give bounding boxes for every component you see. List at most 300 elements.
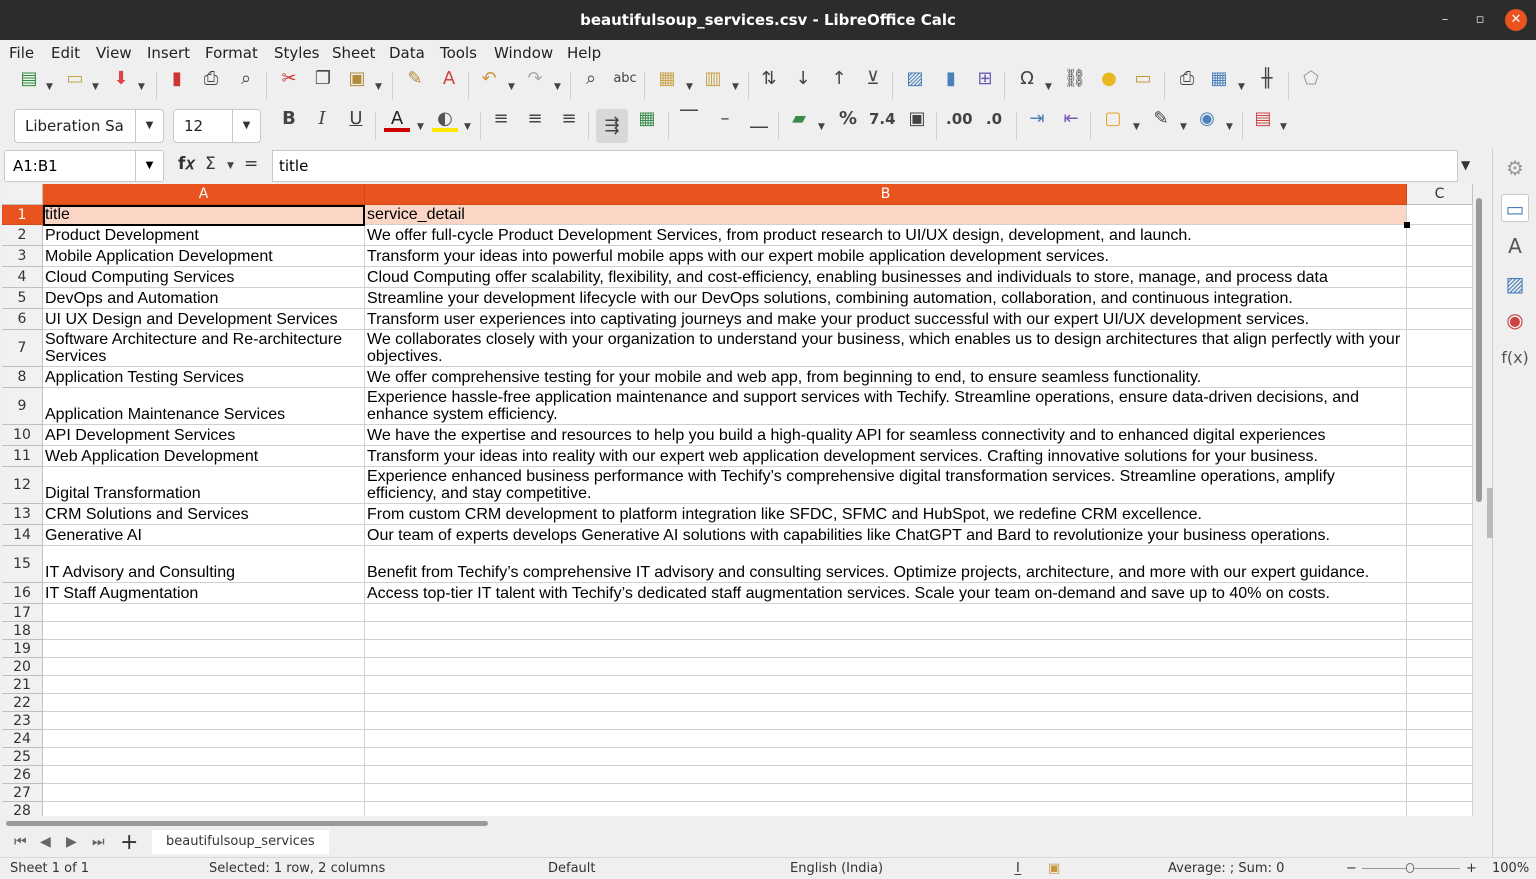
cell-service-detail[interactable] [365,694,1407,712]
name-box-value: A1:B1 [13,157,58,175]
row-header[interactable]: 7 [2,330,43,367]
chevron-down-icon[interactable]: ▼ [686,82,693,92]
formula-input[interactable]: title [272,150,1458,182]
row-header[interactable]: 17 [2,604,43,622]
toolbar-separator [936,112,937,140]
cell-empty[interactable] [1407,583,1473,604]
cell-title[interactable] [43,225,365,246]
highlighting-color-icon[interactable]: ◐ [432,106,458,132]
zoom-in-icon[interactable]: + [1466,861,1477,876]
toolbar-separator [588,112,589,140]
row-header[interactable]: 11 [2,446,43,467]
cell-service-detail[interactable] [365,288,1407,309]
split-window-icon[interactable]: ╫ [1261,68,1273,89]
row-header[interactable]: 23 [2,712,43,730]
cell-empty[interactable] [1407,467,1473,504]
zoom-slider-handle[interactable] [1406,863,1414,873]
title-bar [0,0,1536,40]
column-header-a[interactable]: A [43,184,365,205]
cell-service-detail[interactable] [365,676,1407,694]
chevron-down-icon[interactable]: ▼ [138,82,145,92]
sum-status[interactable]: Average: ; Sum: 0 [1168,861,1285,876]
row-header[interactable]: 6 [2,309,43,330]
cell-service-detail[interactable] [365,622,1407,640]
cell-service-detail[interactable] [365,225,1407,246]
print-icon[interactable]: ⎙ [203,68,219,89]
row-header[interactable]: 25 [2,748,43,766]
cell-text: Experience enhanced business performance with Techify’s comprehensive digital transformation services. Streamline operations, amplify efficiency, and stay competitive. [367,468,1335,502]
row-header[interactable]: 13 [2,504,43,525]
first-sheet-icon[interactable]: ⏮ [14,834,27,850]
cell-title[interactable] [43,367,365,388]
sidebar-navigator-icon[interactable]: ◉ [1506,308,1524,332]
cell-text: Transform user experiences into captivating journeys and make your product successful with our expert UI/UX development services. [367,311,1310,328]
cell-title[interactable] [43,583,365,604]
chevron-down-icon[interactable]: ▼ [1226,122,1233,132]
cell-text: Experience hassle-free application maintenance and support services with Techify. Streamline operations, ensure data-driven decisions, and enhance system efficiency. [367,389,1359,423]
toolbar-separator [644,72,645,100]
cell-empty[interactable] [1407,205,1473,225]
menu-styles[interactable]: Styles [274,44,320,62]
align-right-icon[interactable]: ≡ [561,108,577,129]
cell-empty[interactable] [1407,694,1473,712]
page-style[interactable]: Default [548,861,596,876]
pivot-table-icon[interactable]: ⊞ [977,68,993,89]
row-header[interactable]: 19 [2,640,43,658]
cell-text: Access top-tier IT talent with Techify’s dedicated staff augmentation services. Scale your team on-demand and save up to 40% on costs. [367,585,1330,602]
cell-empty[interactable] [1407,658,1473,676]
sidebar-settings-icon[interactable]: ⚙ [1506,156,1524,180]
cell-service-detail[interactable] [365,730,1407,748]
decrease-indent-icon[interactable]: ⇤ [1063,108,1079,129]
chevron-down-icon[interactable]: ▼ [92,82,99,92]
chevron-down-icon[interactable]: ▼ [1280,122,1287,132]
zoom-level[interactable]: 100% [1492,861,1530,876]
cell-empty[interactable] [1407,784,1473,802]
hyperlink-icon[interactable]: ⛓ [1063,68,1087,89]
define-print-area-icon[interactable]: ⎙ [1179,68,1195,89]
cell-text: Digital Transformation [45,485,201,502]
cell-text: Transform your ideas into powerful mobile apps with our expert mobile application development services. [367,248,1109,265]
cell-service-detail[interactable] [365,446,1407,467]
font-name-value: Liberation Sa [25,117,124,135]
copy-icon[interactable]: ❐ [314,68,332,89]
cell-empty[interactable] [1407,546,1473,583]
font-size-combo[interactable] [173,109,261,143]
cell-service-detail[interactable] [365,604,1407,622]
row-header[interactable]: 5 [2,288,43,309]
border-style-icon[interactable]: ✎ [1153,108,1169,129]
expand-formula-bar-icon[interactable]: ▼ [1461,158,1471,172]
align-top-icon[interactable]: ⎺ [680,108,698,129]
align-bottom-icon[interactable]: ⎽ [750,108,768,129]
formatting-toolbar [0,106,1536,146]
menu-tools[interactable]: Tools [440,44,477,62]
toolbar-separator [468,72,469,100]
cell-service-detail[interactable] [365,330,1407,367]
freeze-rows-columns-icon[interactable]: ▦ [1210,68,1228,89]
column-header-b[interactable]: B [365,184,1407,205]
cell-empty[interactable] [1407,309,1473,330]
cell-empty[interactable] [1407,246,1473,267]
cell-empty[interactable] [1407,288,1473,309]
document-modified-icon: ▣ [1048,861,1061,876]
show-draw-functions-icon[interactable]: ⬠ [1303,68,1319,89]
cell-title[interactable] [43,425,365,446]
delete-decimal-place-icon[interactable]: .0 [985,110,1003,128]
select-all-corner[interactable] [2,184,43,205]
paste-icon[interactable]: ▣ [348,68,366,89]
cell-service-detail[interactable] [365,467,1407,504]
row-header[interactable]: 15 [2,546,43,583]
cell-service-detail[interactable] [365,205,1407,225]
row-header[interactable]: 12 [2,467,43,504]
sum-icon[interactable]: Σ [205,154,216,174]
increase-indent-icon[interactable]: ⇥ [1029,108,1045,129]
font-size-value: 12 [184,117,204,135]
cell-title[interactable] [43,525,365,546]
row-header[interactable]: 10 [2,425,43,446]
cell-service-detail[interactable] [365,367,1407,388]
cell-service-detail[interactable] [365,748,1407,766]
cell-title[interactable] [43,288,365,309]
menu-view[interactable]: View [96,44,132,62]
row-header[interactable]: 1 [2,205,43,225]
menu-sheet[interactable]: Sheet [332,44,376,62]
cell-text: Streamline your development lifecycle with our DevOps solutions, combining automation, collaboration, and continuous integration. [367,290,1293,307]
cell-title[interactable] [43,205,365,225]
add-decimal-place-icon[interactable]: .00 [946,110,973,128]
autofill-handle[interactable] [1404,222,1410,228]
sidebar-styles-icon[interactable]: A [1508,234,1522,258]
close-button[interactable]: ✕ [1505,9,1527,31]
bold-icon[interactable]: B [282,108,296,129]
cell-text: Benefit from Techify’s comprehensive IT advisory and consulting services. Optimize projects, architecture, and more with our expert guidance. [367,564,1370,581]
row-header[interactable]: 4 [2,267,43,288]
zoom-out-icon[interactable]: − [1346,861,1357,876]
undo-icon[interactable]: ↶ [481,68,497,89]
date-format-icon[interactable]: ▣ [908,108,926,129]
cell-title[interactable] [43,640,365,658]
language-status[interactable]: English (India) [790,861,884,876]
cell-text: DevOps and Automation [45,290,219,307]
insert-image-icon[interactable]: ▨ [906,68,924,89]
cell-service-detail[interactable] [365,267,1407,288]
cell-service-detail[interactable] [365,640,1407,658]
cell-text: service_detail [367,206,465,223]
cell-title[interactable] [43,766,365,784]
cell-title[interactable] [43,309,365,330]
chevron-down-icon[interactable]: ▼ [375,82,382,92]
cell-service-detail[interactable] [365,784,1407,802]
column-header-c[interactable]: C [1407,184,1473,205]
menu-data[interactable]: Data [389,44,425,62]
chevron-down-icon[interactable]: ▼ [508,82,515,92]
name-box[interactable] [4,150,164,182]
formula-bar [0,148,1486,184]
cell-title[interactable] [43,658,365,676]
toolbar-separator [1288,72,1289,100]
menu-insert[interactable]: Insert [147,44,191,62]
font-name-combo[interactable] [14,109,164,143]
toolbar-separator [570,72,571,100]
cell-empty[interactable] [1407,712,1473,730]
italic-icon[interactable]: I [318,108,326,129]
print-preview-icon[interactable]: ⌕ [240,68,252,89]
cell-service-detail[interactable] [365,425,1407,446]
sheet-tab-bar [0,830,1486,857]
cell-service-detail[interactable] [365,504,1407,525]
row-header[interactable]: 24 [2,730,43,748]
cell-title[interactable] [43,784,365,802]
chevron-down-icon[interactable]: ▼ [135,110,163,142]
cell-empty[interactable] [1407,604,1473,622]
toolbar-separator [668,112,669,140]
toolbar-separator [375,112,376,140]
open-folder-icon[interactable]: ▭ [66,68,84,89]
cell-text: Our team of experts develops Generative AI solutions with capabilities like ChatGPT and Bard to revolutionize your business operations. [367,527,1330,544]
window-title: beautifulsoup_services.csv - LibreOffice Calc [580,11,956,29]
row-header[interactable]: 18 [2,622,43,640]
row-header[interactable]: 28 [2,802,43,816]
chevron-down-icon[interactable]: ▼ [1045,82,1052,92]
conditional-format-icon[interactable]: ▤ [1254,108,1272,129]
chevron-down-icon[interactable]: ▼ [227,161,234,171]
cell-title[interactable] [43,676,365,694]
cell-empty[interactable] [1407,802,1473,816]
sheet-tab[interactable]: beautifulsoup_services [152,830,329,854]
row-header[interactable]: 16 [2,583,43,604]
cell-title[interactable] [43,267,365,288]
cell-title[interactable] [43,446,365,467]
chevron-down-icon[interactable]: ▼ [464,122,471,132]
selection-mode-icon[interactable]: I̲ [1016,861,1020,876]
wrap-text-icon[interactable]: ⇶ [596,109,628,143]
cut-icon[interactable]: ✂ [281,68,297,89]
formula-equals-icon[interactable]: = [244,154,259,174]
sidebar [1492,148,1536,857]
cell-text: title [45,206,70,223]
menu-format[interactable]: Format [205,44,258,62]
cell-text: Product Development [45,227,199,244]
maximize-button[interactable]: ▫ [1475,12,1485,27]
row-header[interactable]: 9 [2,388,43,425]
merge-center-icon[interactable]: ▦ [638,108,656,129]
cell-service-detail[interactable] [365,583,1407,604]
sort-descending-icon[interactable]: ↑ [831,68,847,89]
cell-text: API Development Services [45,427,236,444]
toolbar-separator [892,72,893,100]
cell-text: Cloud Computing Services [45,269,235,286]
sidebar-properties-icon[interactable]: ▭ [1501,194,1529,222]
cell-empty[interactable] [1407,676,1473,694]
chevron-down-icon[interactable]: ▼ [732,82,739,92]
row-header[interactable]: 3 [2,246,43,267]
cell-empty[interactable] [1407,446,1473,467]
cell-service-detail[interactable] [365,309,1407,330]
column-icon[interactable]: ▥ [704,68,722,89]
cell-text: From custom CRM development to platform integration like SFDC, SFMC and HubSpot, we redefine CRM excellence. [367,506,1202,523]
cell-empty[interactable] [1407,504,1473,525]
export-pdf-icon[interactable]: ▮ [172,68,182,89]
cell-title[interactable] [43,694,365,712]
row-header[interactable]: 2 [2,225,43,246]
row-header[interactable]: 26 [2,766,43,784]
cell-title[interactable] [43,712,365,730]
borders-icon[interactable]: ▢ [1104,108,1122,129]
sidebar-functions-icon[interactable]: f(x) [1501,348,1529,367]
row-header[interactable]: 22 [2,694,43,712]
cell-service-detail[interactable] [365,766,1407,784]
cell-text: Transform your ideas into reality with our expert web application development services. Crafting innovative solutions for your business. [367,448,1318,465]
cell-empty[interactable] [1407,766,1473,784]
cell-service-detail[interactable] [365,658,1407,676]
toolbar-separator [1164,72,1165,100]
percent-format-icon[interactable]: % [838,108,858,129]
cell-text: IT Staff Augmentation [45,585,199,602]
next-sheet-icon[interactable]: ▶ [66,834,77,850]
cell-title[interactable] [43,748,365,766]
autofilter-icon[interactable]: ⊻ [866,68,880,89]
cell-text: We offer comprehensive testing for your mobile and web app, from beginning to end, to ensure seamless functionality. [367,369,1202,386]
cell-text: We have the expertise and resources to help you build a high-quality API for seamless connectivity and to enhanced digital experiences [367,427,1326,444]
chevron-down-icon[interactable]: ▼ [554,82,561,92]
currency-format-icon[interactable]: ▰ [792,108,806,129]
toolbar-separator [748,72,749,100]
function-wizard-icon[interactable]: f𝑥 [178,154,195,174]
row-header[interactable]: 21 [2,676,43,694]
chevron-down-icon[interactable]: ▼ [1238,82,1245,92]
chevron-down-icon[interactable]: ▼ [818,122,825,132]
toolbar-separator [266,72,267,100]
headers-footers-icon[interactable]: ▭ [1134,68,1152,89]
font-color-icon[interactable]: A [384,106,410,132]
selection-status: Selected: 1 row, 2 columns [209,861,386,876]
cell-title[interactable] [43,467,365,504]
cell-title[interactable] [43,504,365,525]
spellcheck-icon[interactable]: abc [613,71,637,86]
clone-formatting-icon[interactable]: ✎ [407,68,423,89]
clear-formatting-icon[interactable]: A [442,68,456,89]
sidebar-gallery-icon[interactable]: ▨ [1505,272,1525,296]
status-bar [0,857,1536,879]
menu-file[interactable]: File [9,44,35,62]
horizontal-scrollbar[interactable] [2,816,1473,830]
toolbar-separator [1004,72,1005,100]
chevron-down-icon[interactable]: ▼ [232,110,260,142]
cell-text: Generative AI [45,527,142,544]
spreadsheet-grid[interactable] [2,184,1473,816]
cell-text: CRM Solutions and Services [45,506,249,523]
special-character-icon[interactable]: Ω [1020,68,1034,89]
redo-icon[interactable]: ↷ [527,68,543,89]
cell-service-detail[interactable] [365,546,1407,583]
new-document-icon[interactable]: ▤ [20,68,38,89]
save-icon[interactable]: ⬇ [113,68,129,89]
cell-text: Mobile Application Development [45,248,273,265]
cell-title[interactable] [43,802,365,816]
sort-ascending-icon[interactable]: ↓ [795,68,811,89]
center-vertically-icon[interactable]: – [720,108,730,129]
chevron-down-icon[interactable]: ▼ [135,151,163,181]
vertical-scrollbar[interactable] [1473,184,1486,816]
chevron-down-icon[interactable]: ▼ [1133,122,1140,132]
row-header[interactable]: 8 [2,367,43,388]
cell-empty[interactable] [1407,622,1473,640]
chevron-down-icon[interactable]: ▼ [1180,122,1187,132]
underline-icon[interactable]: U [349,108,363,129]
cell-text: IT Advisory and Consulting [45,564,236,581]
minimize-button[interactable]: – [1441,12,1449,27]
standard-toolbar [0,66,1536,106]
previous-sheet-icon[interactable]: ◀ [40,834,51,850]
row-header[interactable]: 27 [2,784,43,802]
cell-text: Software Architecture and Re-architecture Services [45,331,343,365]
cell-empty[interactable] [1407,525,1473,546]
toolbar-separator [1016,112,1017,140]
vertical-scroll-thumb[interactable] [1476,198,1482,502]
cell-title[interactable] [43,246,365,267]
cell-service-detail[interactable] [365,525,1407,546]
cell-title[interactable] [43,546,365,583]
cell-title[interactable] [43,730,365,748]
cell-empty[interactable] [1407,730,1473,748]
cell-title[interactable] [43,388,365,425]
cell-empty[interactable] [1407,388,1473,425]
cell-title[interactable] [43,604,365,622]
row-header[interactable]: 20 [2,658,43,676]
cell-text: Web Application Development [45,448,259,465]
toolbar-separator [392,72,393,100]
comment-icon[interactable]: ● [1101,68,1117,89]
cell-text: Cloud Computing offer scalability, flexibility, and cost-efficiency, enabling businesses and individuals to store, manage, and process data [367,269,1328,286]
row-icon[interactable]: ▦ [658,68,676,89]
sheet-indicator[interactable]: Sheet 1 of 1 [10,861,90,876]
find-replace-icon[interactable]: ⌕ [585,68,597,89]
sidebar-collapse-handle[interactable] [1487,488,1493,538]
cell-service-detail[interactable] [365,712,1407,730]
border-color-icon[interactable]: ◉ [1199,108,1215,129]
horizontal-scroll-thumb[interactable] [6,821,488,826]
menu-window[interactable]: Window [494,44,554,62]
chevron-down-icon[interactable]: ▼ [417,122,424,132]
number-format-icon[interactable]: 7.4 [869,110,896,128]
cell-service-detail[interactable] [365,388,1407,425]
menu-edit[interactable]: Edit [51,44,81,62]
cell-empty[interactable] [1407,425,1473,446]
cell-empty[interactable] [1407,748,1473,766]
cell-empty[interactable] [1407,367,1473,388]
align-center-icon[interactable]: ≡ [527,108,543,129]
cell-title[interactable] [43,330,365,367]
add-sheet-button[interactable]: + [120,830,139,855]
chevron-down-icon[interactable]: ▼ [46,82,53,92]
cell-empty[interactable] [1407,330,1473,367]
cell-service-detail[interactable] [365,802,1407,816]
menu-help[interactable]: Help [567,44,602,62]
cell-empty[interactable] [1407,267,1473,288]
cell-text: Application Maintenance Services [45,406,286,423]
row-header[interactable]: 14 [2,525,43,546]
cell-title[interactable] [43,622,365,640]
insert-chart-icon[interactable]: ▮ [946,68,956,89]
cell-service-detail[interactable] [365,246,1407,267]
cell-empty[interactable] [1407,640,1473,658]
align-left-icon[interactable]: ≡ [493,108,509,129]
last-sheet-icon[interactable]: ⏭ [92,834,105,850]
cell-empty[interactable] [1407,225,1473,246]
sort-icon[interactable]: ⇅ [761,68,777,89]
